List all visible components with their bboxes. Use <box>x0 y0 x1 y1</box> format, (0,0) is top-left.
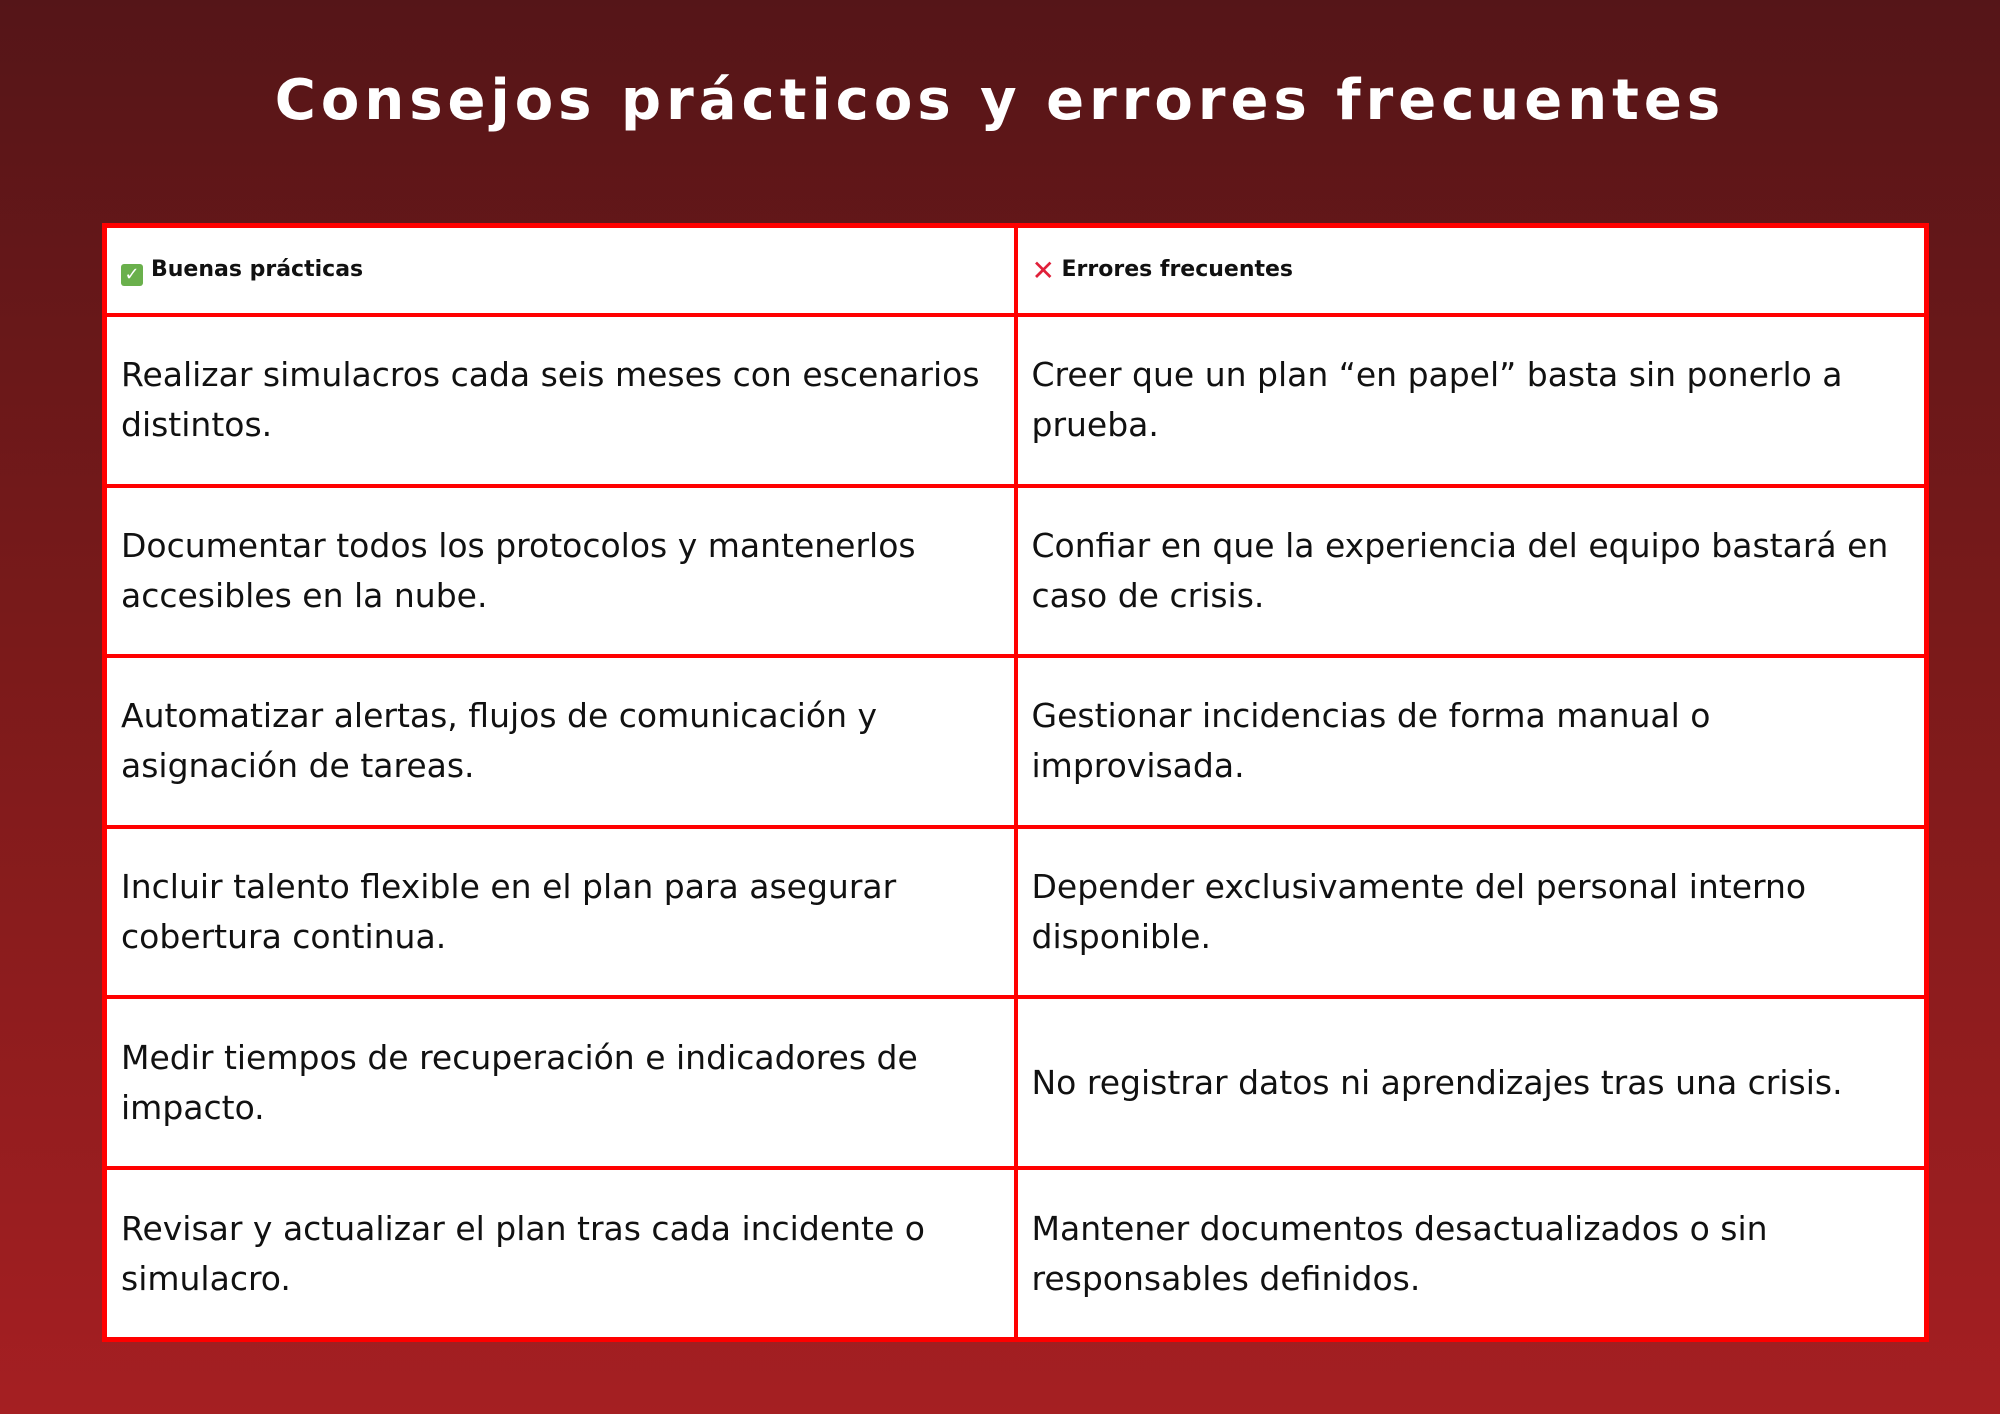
table-header-row <box>105 226 1927 315</box>
check-mark-icon: ✓ <box>121 264 143 286</box>
table-row <box>105 827 1927 998</box>
table-row <box>105 997 1927 1168</box>
error-cell: Mantener documentos desactualizados o sin responsables definidos. <box>1016 1168 1927 1339</box>
error-cell: No registrar datos ni aprendizajes tras una crisis. <box>1016 997 1927 1168</box>
cross-mark-icon: ✕ <box>1031 254 1055 288</box>
table-row <box>105 1168 1927 1339</box>
error-cell: Confiar en que la experiencia del equipo bastará en caso de crisis. <box>1016 486 1927 657</box>
good-practice-cell: Incluir talento flexible en el plan para asegurar cobertura continua. <box>105 827 1016 998</box>
header-common-errors <box>1016 226 1927 315</box>
error-cell: Gestionar incidencias de forma manual o improvisada. <box>1016 656 1927 827</box>
header-good-practices <box>105 226 1016 315</box>
good-practice-cell: Automatizar alertas, flujos de comunicación y asignación de tareas. <box>105 656 1016 827</box>
good-practice-cell: Realizar simulacros cada seis meses con escenarios distintos. <box>105 315 1016 486</box>
error-cell: Depender exclusivamente del personal interno disponible. <box>1016 827 1927 998</box>
page-title: Consejos prácticos y errores frecuentes <box>274 68 1726 133</box>
good-practice-cell: Medir tiempos de recuperación e indicadores de impacto. <box>105 997 1016 1168</box>
good-practice-cell: Documentar todos los protocolos y mantenerlos accesibles en la nube. <box>105 486 1016 657</box>
good-practice-cell: Revisar y actualizar el plan tras cada incidente o simulacro. <box>105 1168 1016 1339</box>
header-label: Errores frecuentes <box>1061 257 1294 283</box>
table-row <box>105 486 1927 657</box>
header-label: Buenas prácticas <box>151 257 364 283</box>
error-cell: Creer que un plan “en papel” basta sin ponerlo a prueba. <box>1016 315 1927 486</box>
table-row <box>105 315 1927 486</box>
table-row <box>105 656 1927 827</box>
comparison-table <box>102 223 1929 1342</box>
